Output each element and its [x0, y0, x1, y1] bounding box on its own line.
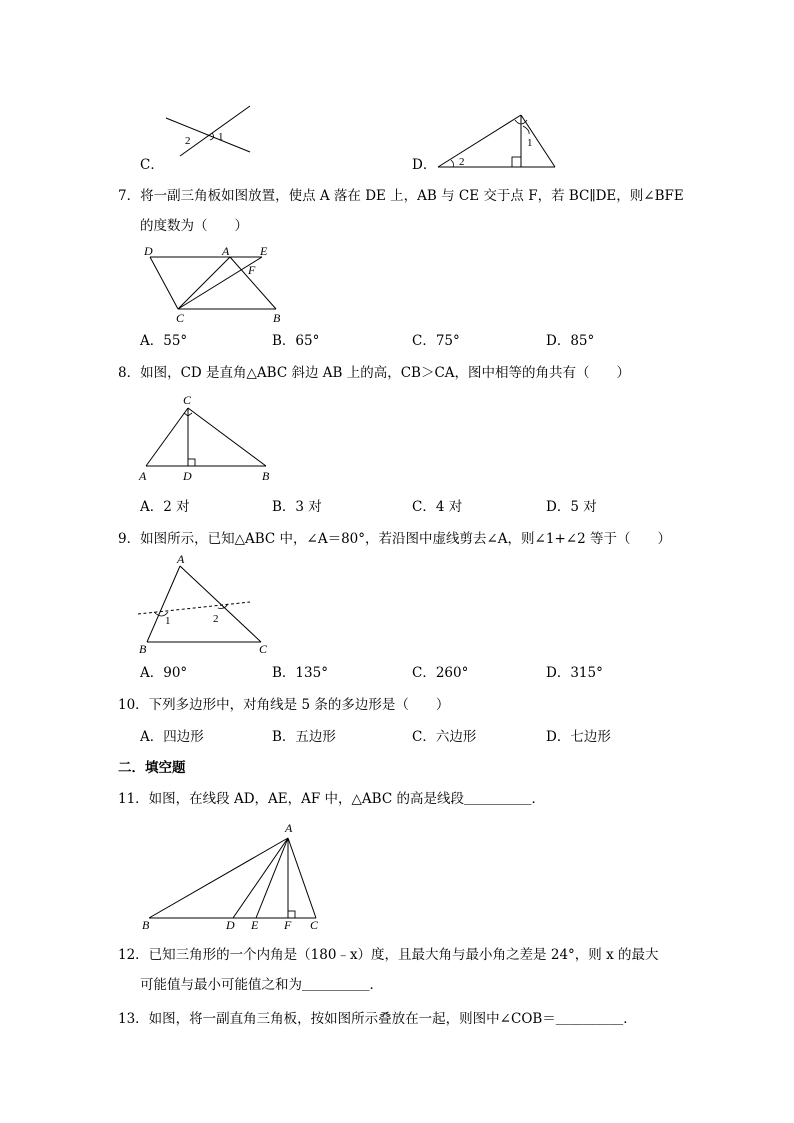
q11-label-C: C	[310, 918, 319, 932]
q6-option-c-label[interactable]: C．	[140, 157, 164, 173]
q8-option-a[interactable]: A．2 对	[140, 499, 190, 515]
q7-label-E: E	[260, 244, 268, 258]
q7-option-a[interactable]: A．55°	[140, 333, 188, 349]
q10-option-c[interactable]: C．六边形	[412, 729, 477, 745]
q11-stem-line1: 11．如图，在线段 AD，AE，AF 中，△ABC 的高是线段＿＿＿＿＿．	[118, 791, 545, 807]
q8-stem-line1: 8．如图，CD 是直角△ABC 斜边 AB 上的高，CB＞CA，图中相等的角共有（ ）	[118, 365, 631, 381]
q9-option-c[interactable]: C．260°	[412, 665, 469, 681]
q8-option-b[interactable]: B．3 对	[272, 499, 322, 515]
q8-option-c[interactable]: C．4 对	[412, 499, 463, 515]
q7-stem-line2: 的度数为（ ）	[140, 218, 248, 234]
q7-label-A: A	[222, 244, 230, 258]
q8-label-D: D	[183, 469, 192, 483]
section-fill-in-title: 二．填空题	[118, 760, 186, 776]
q10-stem-line1: 10．下列多边形中，对角线是 5 条的多边形是（ ）	[118, 697, 450, 713]
q12-stem-line1: 12．已知三角形的一个内角是（180﹣x）度，且最大角与最小角之差是 24°，则 x 的最大	[118, 947, 659, 963]
q11-figure	[140, 818, 325, 933]
q7-figure	[140, 243, 290, 325]
q6-d-label-1: 1	[527, 137, 533, 149]
q7-stem-line1: 7．将一副三角板如图放置，使点 A 落在 DE 上，AB 与 CE 交于点 F，若 BC∥DE，则∠BFE	[118, 188, 684, 204]
q7-option-b[interactable]: B．65°	[272, 333, 320, 349]
q8-option-d[interactable]: D．5 对	[546, 499, 597, 515]
q6-c-label-1: 1	[218, 131, 224, 143]
q7-label-B: B	[273, 311, 281, 325]
q8-label-A: A	[139, 469, 147, 483]
q9-label-1: 1	[165, 615, 171, 627]
q10-option-a[interactable]: A．四边形	[140, 729, 204, 745]
q7-option-d[interactable]: D．85°	[546, 333, 595, 349]
q11-label-B: B	[142, 918, 150, 932]
q9-option-b[interactable]: B．135°	[272, 665, 328, 681]
q10-option-b[interactable]: B．五边形	[272, 729, 336, 745]
q6-d-label-2: 2	[459, 156, 465, 168]
q11-label-F: F	[284, 918, 292, 932]
q6-figure-d	[435, 112, 565, 172]
q7-option-c[interactable]: C．75°	[412, 333, 460, 349]
q11-label-D: D	[226, 918, 235, 932]
q13-stem-line1: 13．如图，将一副直角三角板，按如图所示叠放在一起，则图中∠COB＝＿＿＿＿＿．	[118, 1011, 637, 1027]
q7-label-D: D	[144, 244, 153, 258]
q8-figure	[138, 392, 278, 487]
q7-label-C: C	[176, 311, 185, 325]
q9-label-B: B	[139, 642, 147, 656]
q8-label-C: C	[183, 393, 192, 407]
q11-label-E: E	[251, 918, 259, 932]
q9-label-C: C	[259, 642, 268, 656]
q6-option-d-label[interactable]: D．	[412, 157, 437, 173]
q6-c-label-2: 2	[185, 135, 191, 147]
q9-option-d[interactable]: D．315°	[546, 665, 603, 681]
q9-label-A: A	[177, 552, 185, 566]
q8-label-B: B	[262, 469, 270, 483]
q9-stem-line1: 9．如图所示，已知△ABC 中，∠A＝80°，若沿图中虚线剪去∠A，则∠1+∠2 等于（ ）	[118, 531, 671, 547]
q9-figure	[136, 552, 268, 657]
q9-option-a[interactable]: A．90°	[140, 665, 188, 681]
q11-label-A: A	[285, 821, 293, 835]
q12-stem-line2: 可能值与最小可能值之和为＿＿＿＿＿．	[140, 977, 383, 993]
q7-label-F: F	[248, 263, 256, 277]
q9-label-2: 2	[213, 613, 219, 625]
q10-option-d[interactable]: D．七边形	[546, 729, 611, 745]
q6-figure-c	[160, 100, 260, 160]
